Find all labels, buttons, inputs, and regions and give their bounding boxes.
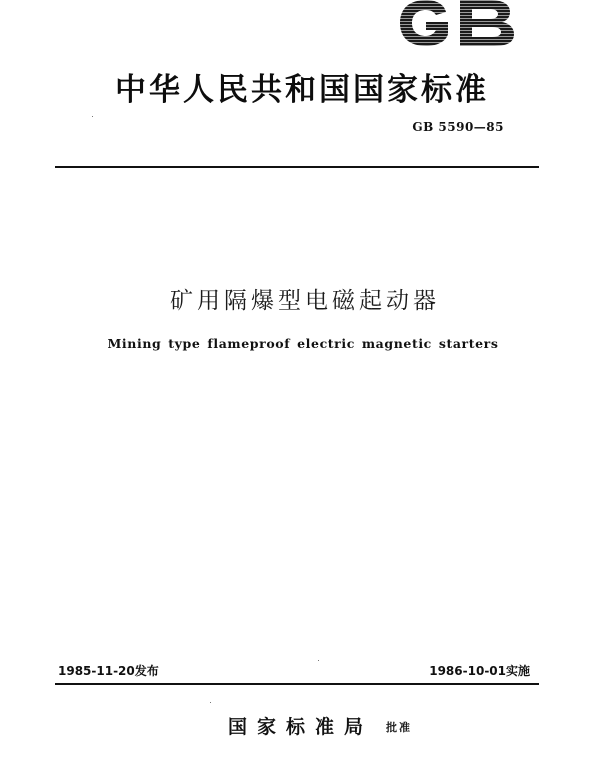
issuer-line (0, 712, 600, 739)
bottom-divider (55, 683, 539, 685)
gb-logo (398, 0, 516, 46)
approval-label: 批准 (386, 721, 413, 734)
effective-date: 1986-10-01实施 (429, 664, 530, 678)
scan-speck (210, 702, 211, 703)
top-divider (55, 166, 539, 168)
scan-speck (318, 660, 319, 661)
standard-title: 中华人民共和国国家标准 (115, 72, 489, 108)
document-title-en: Mining type flameproof electric magnetic starters (107, 336, 499, 351)
standard-code: GB 5590—85 (412, 120, 504, 134)
issue-date: 1985-11-20发布 (58, 664, 159, 678)
issuer-name: 国家标准局 (227, 716, 373, 738)
document-title-cn: 矿用隔爆型电磁起动器 (170, 288, 440, 314)
scan-speck (92, 116, 93, 117)
